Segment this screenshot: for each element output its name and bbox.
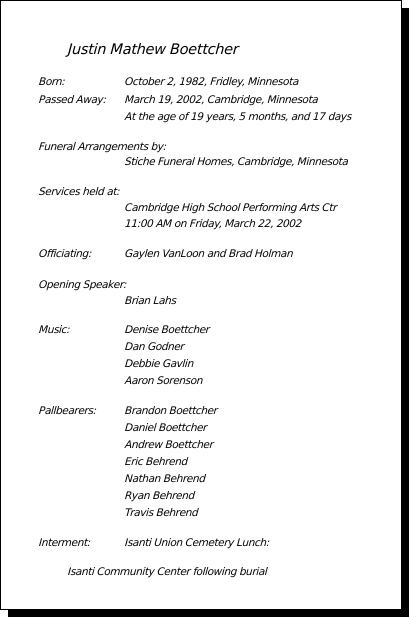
officiating-value: Gaylen VanLoon and Brad Holman — [124, 248, 294, 260]
passed-age: At the age of 19 years, 5 months, and 17 days — [124, 111, 353, 123]
opening-label: Opening Speaker: — [38, 279, 128, 291]
pallbearer-name: Travis Behrend — [124, 507, 199, 519]
music-name: Denise Boettcher — [124, 324, 210, 336]
officiating-label: Officiating: — [38, 248, 93, 260]
page-shadow-right — [402, 8, 409, 617]
services-location: Cambridge High School Performing Arts Ctr — [124, 202, 338, 214]
pallbearer-name: Nathan Behrend — [124, 473, 206, 485]
passed-value: March 19, 2002, Cambridge, Minnesota — [124, 94, 319, 106]
interment-value: Isanti Union Cemetery Lunch: — [124, 537, 270, 549]
music-name: Aaron Sorenson — [124, 375, 204, 387]
pallbearers-label: Pallbearers: — [38, 405, 97, 417]
born-label: Born: — [38, 76, 66, 88]
interment-label: Interment: — [38, 537, 92, 549]
born-value: October 2, 1982, Fridley, Minnesota — [124, 76, 300, 88]
services-time: 11:00 AM on Friday, March 22, 2002 — [124, 218, 303, 230]
pallbearer-name: Eric Behrend — [124, 456, 189, 468]
opening-value: Brian Lahs — [124, 295, 177, 307]
page-shadow-bottom — [8, 610, 409, 617]
funeral-label: Funeral Arrangements by: — [38, 141, 167, 153]
page-title: Justin Mathew Boettcher — [67, 42, 240, 58]
music-label: Music: — [38, 324, 71, 336]
services-label: Services held at: — [38, 186, 121, 198]
music-name: Debbie Gavlin — [124, 358, 195, 370]
lunch-info: Isanti Community Center following burial — [67, 566, 268, 578]
passed-label: Passed Away: — [38, 94, 107, 106]
funeral-value: Stiche Funeral Homes, Cambridge, Minnesota — [124, 156, 349, 168]
music-name: Dan Godner — [124, 341, 185, 353]
pallbearer-name: Andrew Boettcher — [124, 439, 214, 451]
pallbearer-name: Daniel Boettcher — [124, 422, 208, 434]
pallbearer-name: Brandon Boettcher — [124, 405, 218, 417]
pallbearer-name: Ryan Behrend — [124, 490, 195, 502]
